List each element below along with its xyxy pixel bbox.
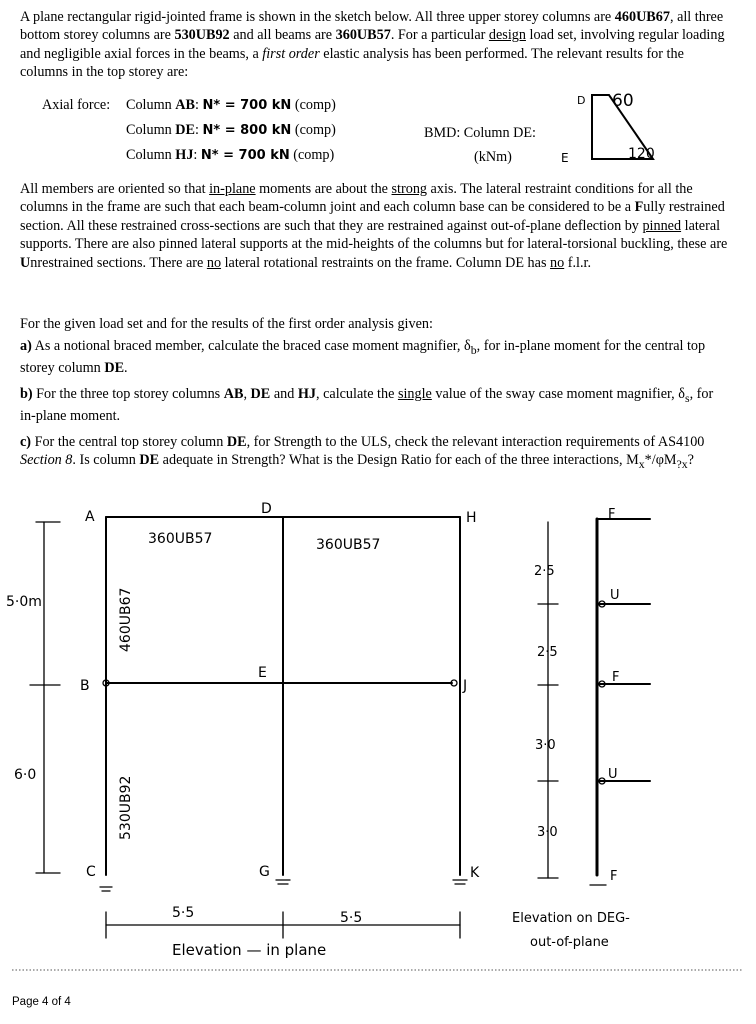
question-b: b) For the three top storey columns AB, DE and HJ, calculate the single value of the sway case moment magnifier, $\delta_s$, for in-plane moment. <box>20 386 714 425</box>
out-dim-1: 2·5 <box>534 564 555 579</box>
out-u-2: U <box>608 767 618 782</box>
bmd-unit: (kNm) <box>474 149 512 165</box>
intro-paragraph: A plane rectangular rigid-jointed frame is shown in the sketch below. All three upper storey columns are 460UB67, all three bottom storey columns are 530UB92 and all beams are 360UB57. For a particular design load set, involving regular loading and negligible axial forces in the beams, a first order elastic analysis has been performed. The relevant results for the columns in the top storey are: <box>20 9 725 81</box>
restraint-paragraph: All members are oriented so that in-plane moments are about the strong axis. The lateral restraint conditions for all the columns in the frame are such that each beam-column joint and each column base can be considered to be a Fully restrained section. All these restrained cross-sections are such that they are restrained against out-of-plane deflection by pinned lateral supports. There are also pinned lateral supports at the mid-heights of the columns but for lateral-torsional buckling, these are Unrestrained sections. There are no lateral rotational restraints on the frame. Column DE has no f.l.r. <box>20 181 728 271</box>
out-dim-4: 3·0 <box>537 825 558 840</box>
node-e: E <box>258 665 267 681</box>
node-g: G <box>259 864 270 880</box>
column-label-upper: 460UB67 <box>118 587 134 652</box>
dim-lower: 6·0 <box>14 767 37 783</box>
question-c: c) For the central top storey column DE, for Strength to the ULS, check the relevant interaction requirements of AS4100 Section 8. Is column DE adequate in Strength? What is the Design Ratio for each of the three interactions, $M_x*/\varphi M_{?x}$? <box>20 434 705 472</box>
axial-force-label: Axial force: <box>42 97 111 113</box>
bmd-bottom-value: 120 <box>628 146 655 162</box>
column-label-lower: 530UB92 <box>118 775 134 840</box>
bmd-top-letter: D <box>577 94 586 107</box>
out-f-bottom: F <box>610 869 618 884</box>
bmd-label: BMD: Column DE: <box>424 125 536 141</box>
page-footer: Page 4 of 4 <box>12 996 71 1008</box>
node-a: A <box>85 509 95 525</box>
questions-intro: For the given load set and for the results of the first order analysis given: <box>20 316 433 332</box>
node-j: J <box>463 678 468 694</box>
node-b: B <box>80 678 90 694</box>
axial-row-de: Column DE: N* = 800 kN (comp) <box>126 122 336 138</box>
out-f-top: F <box>608 507 616 522</box>
beam-label-right: 360UB57 <box>316 537 381 553</box>
span-left: 5·5 <box>172 905 195 921</box>
inplane-caption: Elevation — in plane <box>172 941 327 959</box>
out-f-mid: F <box>612 670 620 685</box>
axial-row-hj: Column HJ: N* = 700 kN (comp) <box>126 147 335 163</box>
node-k: K <box>470 865 480 881</box>
out-dim-3: 3·0 <box>535 738 556 753</box>
out-caption-2: out-of-plane <box>530 935 609 950</box>
question-a: a) As a notional braced member, calculate the braced case moment magnifier, $\delta_b$, for in-plane moment for the central top storey column DE. <box>20 338 706 377</box>
out-caption-1: Elevation on DEG- <box>512 911 630 926</box>
node-c: C <box>86 864 96 880</box>
node-h: H <box>466 510 477 526</box>
axial-row-ab: Column AB: N* = 700 kN (comp) <box>126 97 336 113</box>
span-right: 5·5 <box>340 910 363 926</box>
node-d: D <box>261 501 272 517</box>
out-dim-2: 2·5 <box>537 645 558 660</box>
bmd-top-value: 60 <box>612 91 634 111</box>
out-u-1: U <box>610 588 620 603</box>
bmd-bottom-letter: E <box>561 151 569 165</box>
dim-upper: 5·0m <box>6 594 42 610</box>
beam-label-left: 360UB57 <box>148 531 213 547</box>
